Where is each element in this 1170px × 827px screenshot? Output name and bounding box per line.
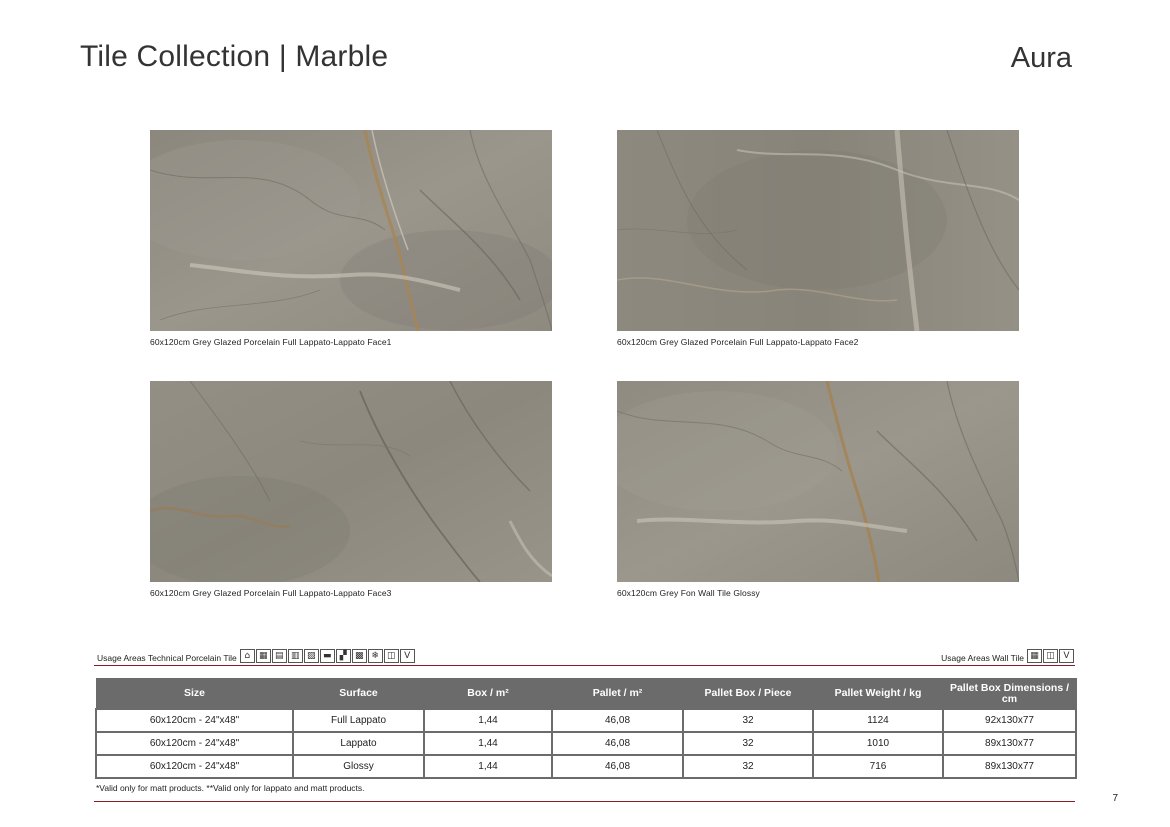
- table-cell: Glossy: [293, 755, 424, 778]
- stairs-icon: ▞: [336, 649, 351, 663]
- tile-image-wall-glossy: [617, 381, 1019, 582]
- outdoor-icon: ▬: [320, 649, 335, 663]
- tile-caption: 60x120cm Grey Glazed Porcelain Full Lappato-Lappato Face1: [150, 337, 392, 347]
- table-cell: 716: [813, 755, 943, 778]
- usage-label-porcelain: Usage Areas Technical Porcelain Tile: [97, 653, 237, 663]
- table-cell: 46,08: [552, 755, 683, 778]
- table-cell: 1,44: [424, 709, 552, 732]
- divider-rule-top: [94, 665, 1075, 666]
- floor-heating-icon: V: [400, 649, 415, 663]
- tile-image-face1: [150, 130, 552, 331]
- footnote: *Valid only for matt products. **Valid only for lappato and matt products.: [96, 783, 365, 793]
- col-header-size: Size: [96, 679, 293, 710]
- col-header-pallet-weight: Pallet Weight / kg: [813, 679, 943, 710]
- bathroom-icon: ◫: [1043, 649, 1058, 663]
- col-header-pallet-m2: Pallet / m²: [552, 679, 683, 710]
- col-header-box-m2: Box / m²: [424, 679, 552, 710]
- tile-caption: 60x120cm Grey Glazed Porcelain Full Lappato-Lappato Face2: [617, 337, 859, 347]
- tile-caption: 60x120cm Grey Glazed Porcelain Full Lappato-Lappato Face3: [150, 588, 392, 598]
- tile-image-face2: [617, 130, 1019, 331]
- col-header-pallet-box-piece: Pallet Box / Piece: [683, 679, 813, 710]
- table-cell: 1124: [813, 709, 943, 732]
- divider-rule-bottom: [94, 801, 1075, 802]
- wall-icon: V: [1059, 649, 1074, 663]
- table-cell: 46,08: [552, 709, 683, 732]
- table-cell: 60x120cm - 24"x48": [96, 755, 293, 778]
- page-title: Tile Collection | Marble: [80, 40, 389, 73]
- table-cell: 1010: [813, 732, 943, 755]
- kitchen-icon: ▦: [1027, 649, 1042, 663]
- usage-icons-porcelain: [240, 649, 415, 663]
- table-cell: 1,44: [424, 732, 552, 755]
- bathroom-icon: ▤: [272, 649, 287, 663]
- specification-table: [95, 678, 1077, 779]
- table-row: [96, 732, 1076, 755]
- usage-icons-wall: [1027, 649, 1074, 663]
- table-cell: 89x130x77: [943, 732, 1076, 755]
- usage-areas-wall: [941, 649, 1074, 663]
- col-header-surface: Surface: [293, 679, 424, 710]
- table-cell: 60x120cm - 24"x48": [96, 732, 293, 755]
- tile-image-face3: [150, 381, 552, 582]
- usage-label-wall: Usage Areas Wall Tile: [941, 653, 1024, 663]
- table-cell: 46,08: [552, 732, 683, 755]
- tile-caption: 60x120cm Grey Fon Wall Tile Glossy: [617, 588, 760, 598]
- table-header-row: [96, 679, 1076, 710]
- table-cell: 60x120cm - 24"x48": [96, 709, 293, 732]
- table-row: [96, 755, 1076, 778]
- col-header-pallet-box-dimensions: Pallet Box Dimensions / cm: [943, 679, 1076, 710]
- frost-icon: ❄: [368, 649, 383, 663]
- shower-icon: ▥: [288, 649, 303, 663]
- table-cell: 92x130x77: [943, 709, 1076, 732]
- pool-icon: ▩: [352, 649, 367, 663]
- page-number: 7: [1112, 793, 1118, 804]
- table-cell: Lappato: [293, 732, 424, 755]
- kitchen-icon: ▦: [256, 649, 271, 663]
- wall-icon: ◫: [384, 649, 399, 663]
- commercial-icon: ▧: [304, 649, 319, 663]
- table-cell: 32: [683, 732, 813, 755]
- table-cell: 89x130x77: [943, 755, 1076, 778]
- table-row: [96, 709, 1076, 732]
- table-cell: Full Lappato: [293, 709, 424, 732]
- table-cell: 32: [683, 755, 813, 778]
- table-cell: 1,44: [424, 755, 552, 778]
- home-icon: ⌂: [240, 649, 255, 663]
- usage-areas-porcelain: [97, 649, 415, 663]
- table-cell: 32: [683, 709, 813, 732]
- brand-name: Aura: [1010, 42, 1072, 74]
